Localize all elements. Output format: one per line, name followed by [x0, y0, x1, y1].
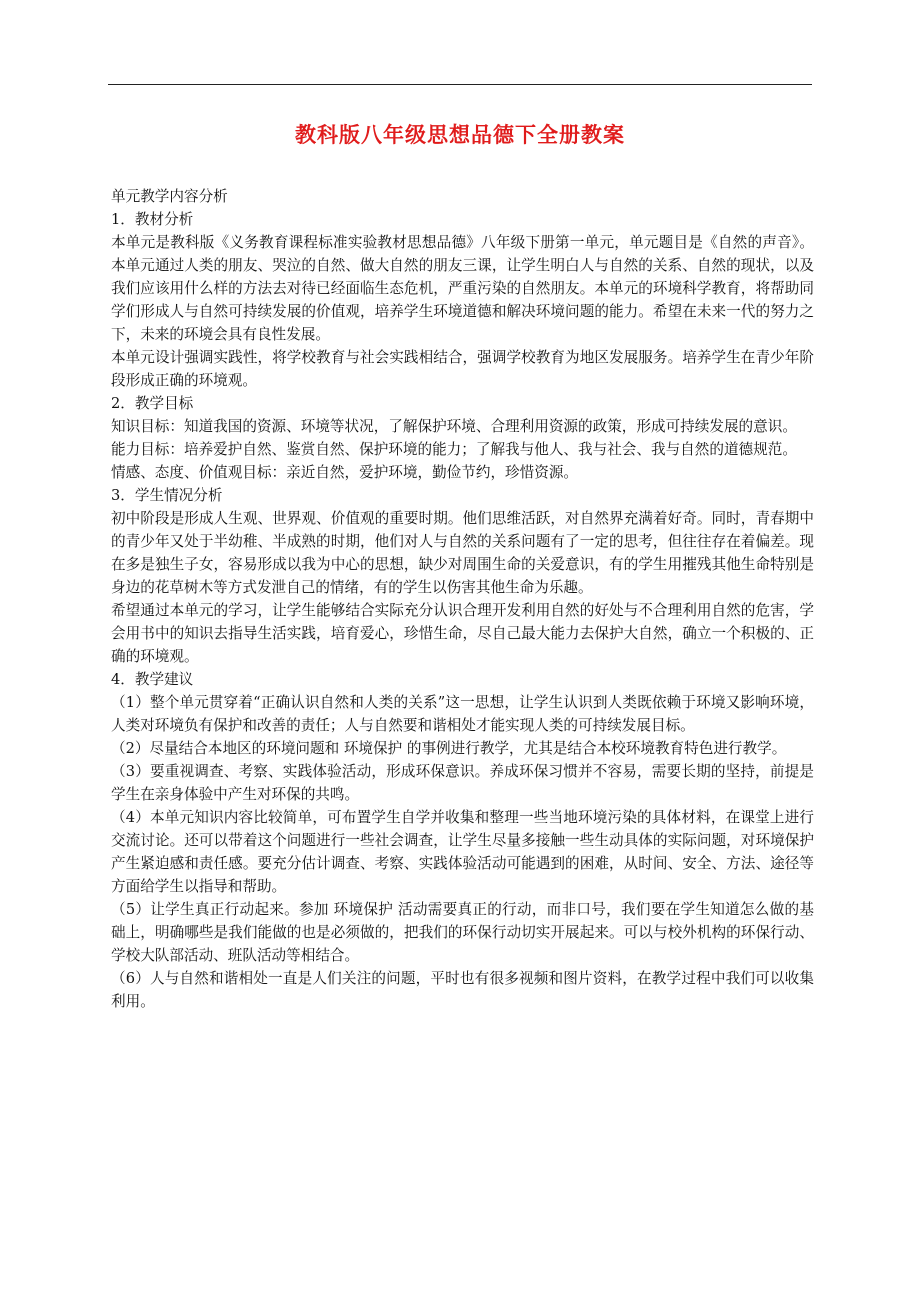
section-heading-student-analysis: 3．学生情况分析	[111, 487, 223, 504]
document-body	[111, 185, 814, 1013]
paragraph-practice-emphasis: 本单元设计强调实践性，将学校教育与社会实践相结合，强调学校教育为地区发展服务。培养学生在青少年阶段形成正确的环境观。	[111, 349, 814, 389]
section-heading-teaching-suggestions: 4．教学建议	[111, 671, 194, 688]
suggestion-item-4: （4）本单元知识内容比较简单，可布置学生自学并收集和整理一些当地环境污染的具体材料，在课堂上进行交流讨论。还可以带着这个问题进行一些社会调查，让学生尽量多接触一些生动具体的实际问题，对环境保护产生紧迫感和责任感。要充分估计调查、考察、实践体验活动可能遇到的困难，从时间、安全、方法、途径等方面给学生以指导和帮助。	[111, 809, 814, 895]
section-heading-teaching-goals: 2．教学目标	[111, 395, 194, 412]
suggestion-item-1: （1）整个单元贯穿着“正确认识自然和人类的关系”这一思想，让学生认识到人类既依赖于环境又影响环境，人类对环境负有保护和改善的责任；人与自然要和谐相处才能实现人类的可持续发展目标。	[111, 694, 814, 734]
suggestion-item-6: （6）人与自然和谐相处一直是人们关注的问题，平时也有很多视频和图片资料，在教学过程中我们可以收集利用。	[111, 970, 814, 1010]
suggestion-item-5: （5）让学生真正行动起来。参加 环境保护 活动需要真正的行动，而非口号，我们要在学生知道怎么做的基础上，明确哪些是我们能做的也是必须做的，把我们的环保行动切实开展起来。可以与校外机构的环保行动、学校大队部活动、班队活动等相结合。	[111, 901, 814, 964]
header-rule	[108, 84, 812, 85]
paragraph-student-analysis: 初中阶段是形成人生观、世界观、价值观的重要时期。他们思维活跃，对自然界充满着好奇。同时，青春期中的青少年又处于半幼稚、半成熟的时期，他们对人与自然的关系问题有了一定的思考，但往往存在着偏差。现在多是独生子女，容易形成以我为中心的思想，缺少对周围生命的关爱意识，有的学生用摧残其他生命特别是身边的花草树木等方式发泄自己的情绪，有的学生以伤害其他生命为乐趣。	[111, 510, 814, 596]
suggestion-item-2: （2）尽量结合本地区的环境问题和 环境保护 的事例进行教学，尤其是结合本校环境教育特色进行教学。	[111, 740, 787, 757]
paragraph-ability-goal: 能力目标：培养爱护自然、鉴赏自然、保护环境的能力；了解我与他人、我与社会、我与自然的道德规范。	[111, 441, 797, 458]
document-title: 教科版八年级思想品德下全册教案	[295, 123, 625, 147]
section-heading-textbook-analysis: 1．教材分析	[111, 211, 194, 228]
paragraph-textbook-analysis: 本单元是教科版《义务教育课程标准实验教材思想品德》八年级下册第一单元，单元题目是《自然的声音》。本单元通过人类的朋友、哭泣的自然、做大自然的朋友三课，让学生明白人与自然的关系、自然的现状，以及我们应该用什么样的方法去对待已经面临生态危机，严重污染的自然朋友。本单元的环境科学教育，将帮助同学们形成人与自然可持续发展的价值观，培养学生环境道德和解决环境问题的能力。希望在未来一代的努力之下，未来的环境会具有良性发展。	[111, 234, 814, 343]
paragraph-unit-hope: 希望通过本单元的学习，让学生能够结合实际充分认识合理开发利用自然的好处与不合理利用自然的危害，学会用书中的知识去指导生活实践，培育爱心，珍惜生命，尽自己最大能力去保护大自然，确立一个积极的、正确的环境观。	[111, 602, 814, 665]
paragraph-knowledge-goal: 知识目标：知道我国的资源、环境等状况，了解保护环境、合理利用资源的政策，形成可持续发展的意识。	[111, 418, 797, 435]
section-heading-unit-analysis: 单元教学内容分析	[111, 188, 228, 205]
suggestion-item-3: （3）要重视调查、考察、实践体验活动，形成环保意识。养成环保习惯并不容易，需要长期的坚持，前提是学生在亲身体验中产生对环保的共鸣。	[111, 763, 814, 803]
paragraph-emotion-goal: 情感、态度、价值观目标：亲近自然，爱护环境，勤俭节约，珍惜资源。	[111, 464, 579, 481]
